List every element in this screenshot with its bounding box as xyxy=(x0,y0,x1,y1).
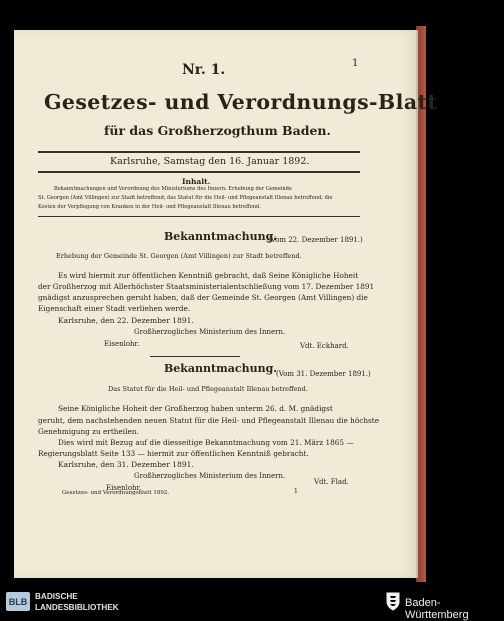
library-name-line2: LANDESBIBLIOTHEK xyxy=(35,603,119,612)
section1-place-date: Karlsruhe, den 22. Dezember 1891. xyxy=(58,316,194,325)
page-subtitle: für das Großherzogthum Baden. xyxy=(104,123,331,138)
footer-publication: Gesetzes- und Verordnungsblatt 1892. xyxy=(62,490,170,496)
section2-paragraph-line: Seine Königliche Hoheit der Großherzog haben unterm 26. d. M. gnädigst xyxy=(58,404,333,413)
contents-line: Kosten der Verpflegung von Kranken in der Heil- und Pflegeanstalt Illenau betreffend. xyxy=(38,204,261,210)
page-number: 1 xyxy=(352,58,359,69)
blb-logo[interactable]: BLB xyxy=(6,592,30,611)
library-name-line1: BADISCHE xyxy=(35,592,78,601)
page-title: Gesetzes- und Verordnungs-Blatt xyxy=(44,90,438,114)
section1-ministry: Großherzogliches Ministerium des Innern. xyxy=(134,328,286,336)
section-divider xyxy=(150,356,240,357)
issue-number: Nr. 1. xyxy=(182,62,226,78)
section2-place-date: Karlsruhe, den 31. Dezember 1891. xyxy=(58,460,194,469)
contents-heading: Inhalt. xyxy=(182,177,211,186)
title-rule-bottom xyxy=(38,171,360,173)
section2-paragraph-line: geruht, dem nachstehenden neuen Statut für die Heil- und Pflegeanstalt Illenau die höchste xyxy=(38,416,380,425)
coat-of-arms-icon[interactable] xyxy=(385,591,401,611)
dateline: Karlsruhe, Samstag den 16. Januar 1892. xyxy=(110,156,310,167)
section1-subject: Erhebung der Gemeinde St. Georgen (Amt Villingen) zur Stadt betreffend. xyxy=(56,252,302,260)
section2-paragraph-line: Regierungsblatt Seite 133 — hiermit zur öffentlichen Kenntniß gebracht. xyxy=(38,449,309,458)
section1-heading: Bekanntmachung. xyxy=(164,230,278,243)
contents-line: St. Georgen (Amt Villingen) zur Stadt betreffend; das Statut für die Heil- und Pflegeanstalt Illenau betreffend; die xyxy=(38,195,333,201)
section2-subject: Das Statut für die Heil- und Pflegeanstalt Illenau betreffend. xyxy=(108,385,308,393)
section1-paragraph-line: der Großherzog mit Allerhöchster Staatsministerialentschließung vom 17. Dezember 1891 xyxy=(38,282,375,291)
section2-date: (Vom 31. Dezember 1891.) xyxy=(276,370,371,378)
section1-date: (Vom 22. Dezember 1891.) xyxy=(268,236,363,244)
section2-countersigner: Vdt. Flad. xyxy=(314,478,349,486)
section1-signer: Eisenlohr. xyxy=(104,340,140,348)
section2-ministry: Großherzogliches Ministerium des Innern. xyxy=(134,472,286,480)
section-divider xyxy=(38,216,360,217)
section2-paragraph-line: Dies wird mit Bezug auf die diesseitige Bekanntmachung vom 21. März 1865 — xyxy=(58,438,354,447)
section2-paragraph-line: Genehmigung zu ertheilen. xyxy=(38,427,139,436)
contents-line: Bekanntmachungen und Verordnung des Ministeriums des Innern: Erhebung der Gemeinde xyxy=(54,186,292,192)
document-page xyxy=(14,30,438,578)
section1-paragraph-line: gnädigst anzusprechen geruht haben, daß der Gemeinde St. Georgen (Amt Villingen) die xyxy=(38,293,368,302)
state-brand-label: Baden-Württemberg xyxy=(405,597,469,621)
section1-paragraph-line: Es wird hiermit zur öffentlichen Kenntniß gebracht, daß Seine Königliche Hoheit xyxy=(58,271,359,280)
section1-countersigner: Vdt. Eckhard. xyxy=(300,342,349,350)
title-rule-top xyxy=(38,151,360,153)
section2-signer: Eisenlohr. xyxy=(106,484,142,492)
footer-signature-mark: 1 xyxy=(294,488,298,495)
section2-heading: Bekanntmachung. xyxy=(164,362,278,375)
section1-paragraph-line: Eigenschaft einer Stadt verliehen werde. xyxy=(38,304,191,313)
